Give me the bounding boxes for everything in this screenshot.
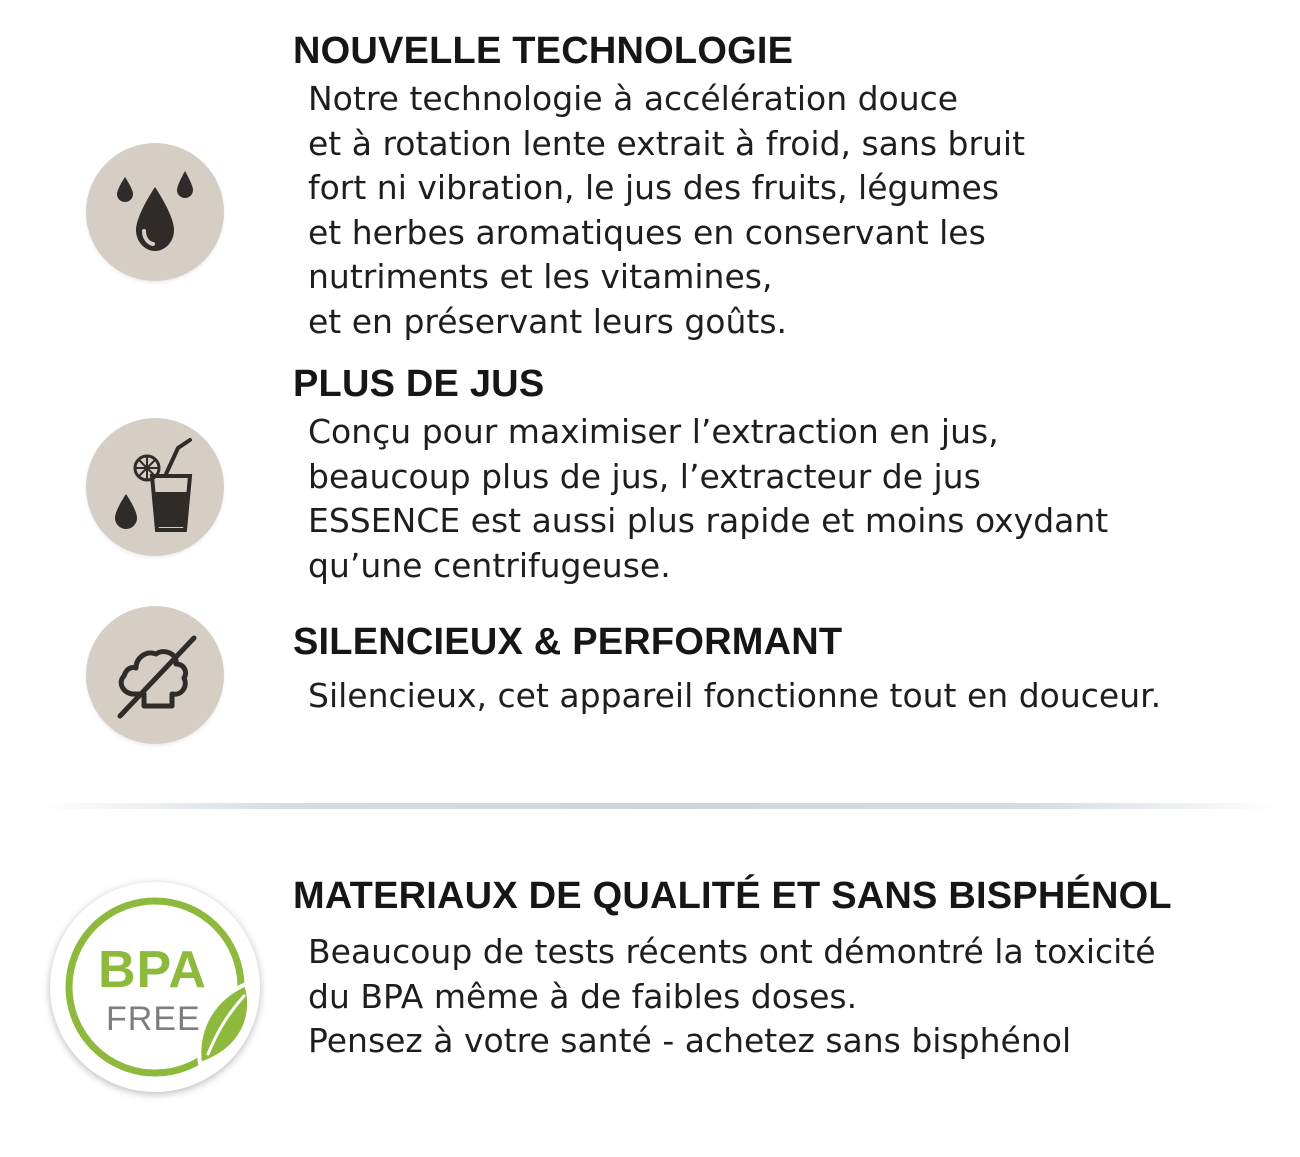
feature-description: Beaucoup de tests récents ont démontré la toxicité du BPA même à de faibles doses. Pensez à votre santé - achetez sans bisphénol — [308, 932, 1156, 1060]
feature-title: NOUVELLE TECHNOLOGIE — [293, 30, 794, 72]
feature-title: MATERIAUX DE QUALITÉ ET SANS BISPHÉNOL — [293, 875, 1172, 917]
water-drops-icon — [86, 143, 224, 281]
silent-mute-icon — [86, 606, 224, 744]
feature-title: PLUS DE JUS — [293, 363, 545, 405]
badge-bpa-text: BPA — [98, 941, 207, 999]
juice-glass-icon — [86, 418, 224, 556]
section-divider — [40, 803, 1280, 809]
feature-description: Conçu pour maximiser l’extraction en jus, beaucoup plus de jus, l’extracteur de jus ESSENCE est aussi plus rapide et moins oxydant qu’une centrifugeuse. — [308, 412, 1109, 585]
feature-description: Notre technologie à accélération douce et à rotation lente extrait à froid, sans bruit fort ni vibration, le jus des fruits, légumes et herbes aromatiques en conservant les nutriments et les vitamines, et en préservant leurs goûts. — [308, 79, 1026, 341]
feature-description: Silencieux, cet appareil fonctionne tout en douceur. — [308, 676, 1162, 715]
feature-title: SILENCIEUX & PERFORMANT — [293, 621, 843, 663]
bpa-free-badge-icon — [50, 882, 260, 1092]
badge-free-text: FREE — [106, 1000, 201, 1038]
